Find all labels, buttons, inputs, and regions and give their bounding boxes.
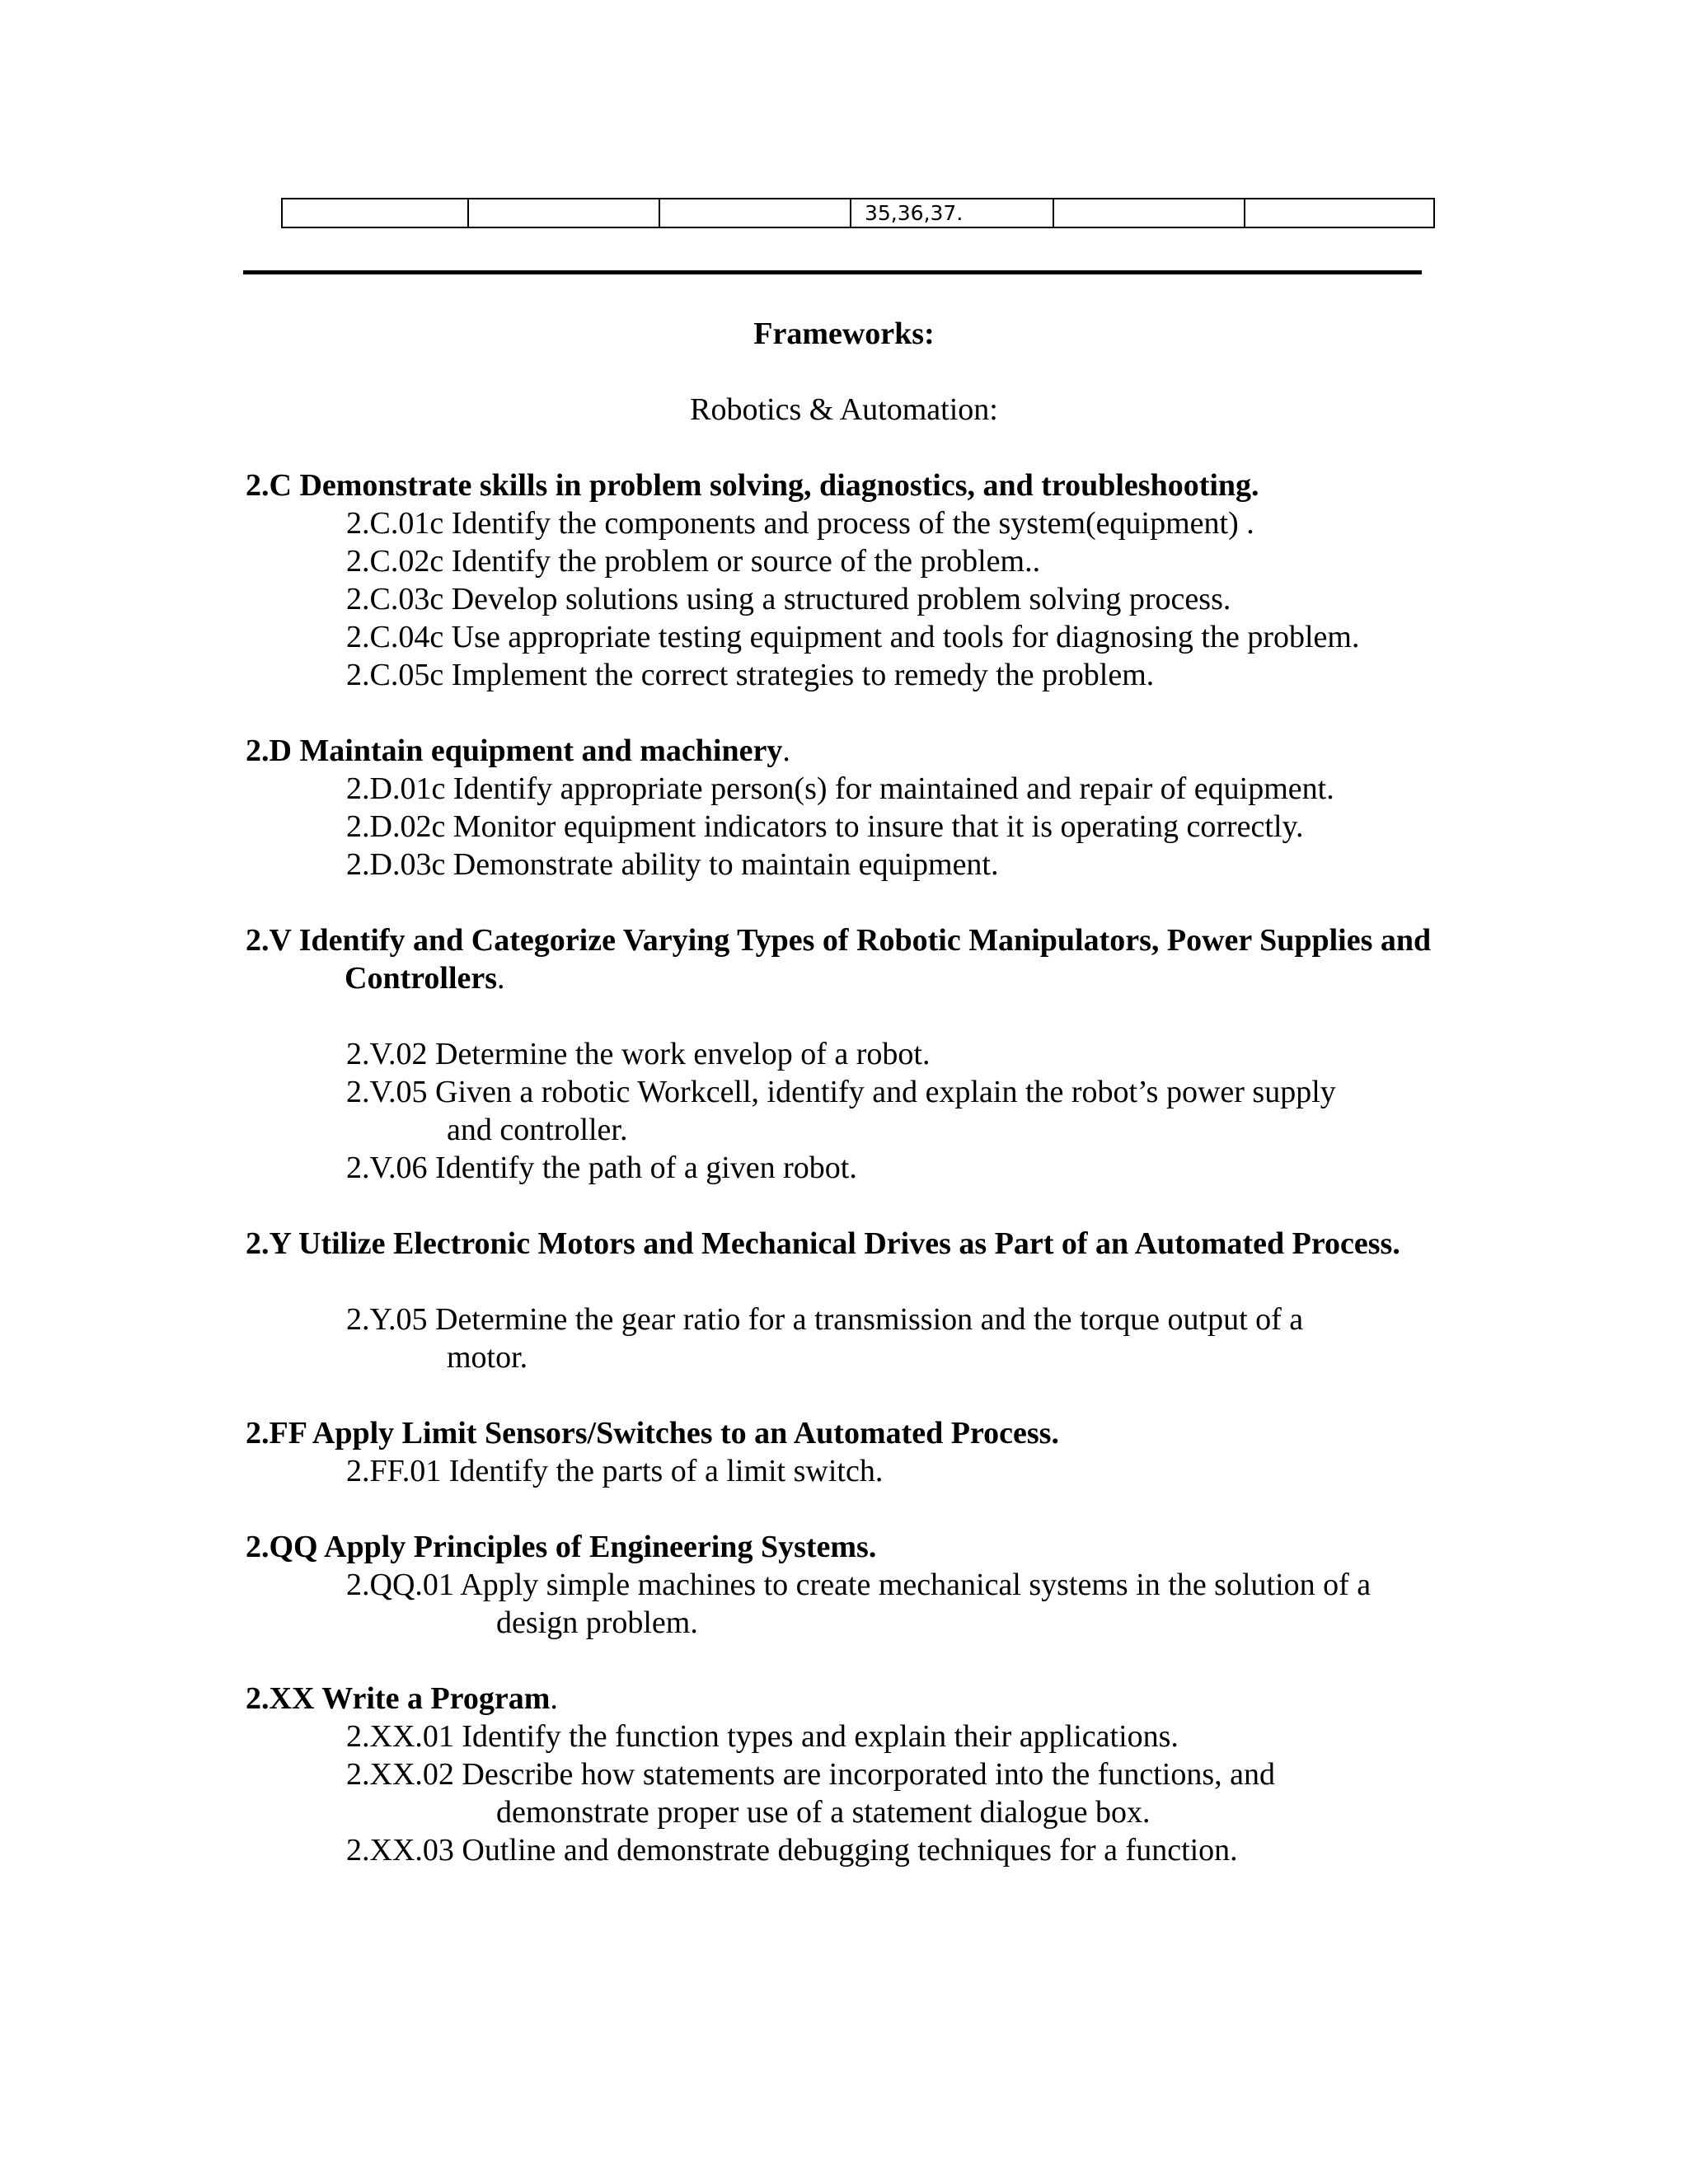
section-title: 2.QQ Apply Principles of Engineering Systems. bbox=[246, 1530, 877, 1564]
table-cell bbox=[1053, 199, 1245, 227]
list-item: 2.V.05 Given a robotic Workcell, identify and explain the robot’s power supply bbox=[346, 1075, 1336, 1109]
section-2qq bbox=[246, 1528, 1457, 1642]
list-item: 2.V.02 Determine the work envelop of a robot. bbox=[346, 1037, 931, 1071]
continuation-table bbox=[281, 198, 1435, 228]
list-item: 2.C.02c Identify the problem or source of the problem.. bbox=[346, 544, 1041, 579]
list-item: 2.C.04c Use appropriate testing equipment and tools for diagnosing the problem. bbox=[346, 620, 1360, 654]
list-item: 2.D.03c Demonstrate ability to maintain equipment. bbox=[346, 847, 999, 882]
section-2d bbox=[246, 732, 1457, 883]
list-item: 2.C.03c Develop solutions using a structured problem solving process. bbox=[346, 582, 1231, 616]
frameworks-heading: Frameworks: bbox=[753, 316, 935, 351]
table-row bbox=[282, 199, 1434, 227]
table-cell bbox=[468, 199, 659, 227]
section-title: 2.D Maintain equipment and machinery. bbox=[246, 733, 790, 768]
list-item: 2.D.02c Monitor equipment indicators to insure that it is operating correctly. bbox=[346, 809, 1304, 844]
horizontal-rule bbox=[243, 270, 1422, 274]
section-title: 2.C Demonstrate skills in problem solving, diagnostics, and troubleshooting. bbox=[246, 468, 1259, 503]
frameworks-content bbox=[246, 466, 1457, 1907]
list-item: 2.V.06 Identify the path of a given robot. bbox=[346, 1151, 857, 1185]
section-title: 2.Y Utilize Electronic Motors and Mechanical Drives as Part of an Automated Process. bbox=[246, 1226, 1400, 1261]
list-item-continuation: design problem. bbox=[496, 1605, 698, 1640]
section-2y bbox=[246, 1225, 1457, 1376]
list-item: 2.C.01c Identify the components and process of the system(equipment) . bbox=[346, 506, 1254, 541]
section-2c bbox=[246, 466, 1457, 694]
section-title: 2.FF Apply Limit Sensors/Switches to an Automated Process. bbox=[246, 1416, 1059, 1451]
table-cell-page-refs: 35,36,37. bbox=[851, 199, 1053, 227]
section-title: 2.V Identify and Categorize Varying Types of Robotic Manipulators, Power Supplies and Controllers. bbox=[246, 923, 1432, 996]
list-item: 2.C.05c Implement the correct strategies to remedy the problem. bbox=[346, 658, 1155, 692]
section-title: 2.XX Write a Program. bbox=[246, 1681, 558, 1716]
list-item: 2.QQ.01 Apply simple machines to create mechanical systems in the solution of a bbox=[346, 1568, 1372, 1602]
list-item: 2.FF.01 Identify the parts of a limit switch. bbox=[346, 1454, 884, 1488]
frameworks-subheading: Robotics & Automation: bbox=[690, 392, 998, 427]
section-2v bbox=[246, 921, 1457, 1187]
list-item: 2.XX.03 Outline and demonstrate debugging techniques for a function. bbox=[346, 1833, 1238, 1868]
list-item: 2.XX.02 Describe how statements are incorporated into the functions, and bbox=[346, 1757, 1276, 1792]
section-2xx bbox=[246, 1680, 1457, 1869]
section-2ff bbox=[246, 1414, 1457, 1490]
list-item-continuation: and controller. bbox=[447, 1113, 628, 1147]
list-item-continuation: motor. bbox=[447, 1340, 528, 1375]
list-item-continuation: demonstrate proper use of a statement dialogue box. bbox=[496, 1795, 1151, 1830]
table-cell bbox=[1245, 199, 1434, 227]
table-cell bbox=[282, 199, 468, 227]
table-cell bbox=[659, 199, 851, 227]
list-item: 2.D.01c Identify appropriate person(s) for maintained and repair of equipment. bbox=[346, 771, 1334, 806]
list-item: 2.XX.01 Identify the function types and explain their applications. bbox=[346, 1719, 1179, 1754]
list-item: 2.Y.05 Determine the gear ratio for a transmission and the torque output of a bbox=[346, 1302, 1304, 1337]
